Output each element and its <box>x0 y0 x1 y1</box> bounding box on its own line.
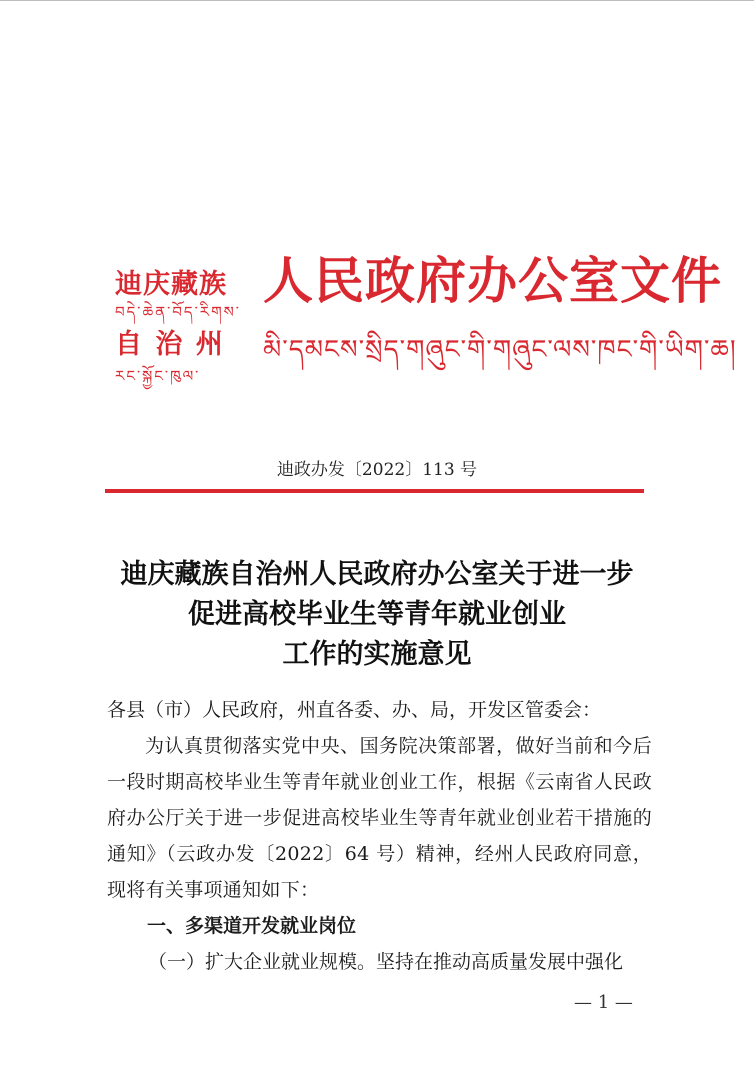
document-title-line1: 迪庆藏族自治州人民政府办公室关于进一步 <box>120 559 634 590</box>
top-border-line <box>0 0 754 1</box>
salutation: 各县（市）人民政府，州直各委、办、局，开发区管委会： <box>107 699 602 721</box>
document-number: 迪政办发〔2022〕113 号 <box>276 460 478 480</box>
red-separator-rule <box>105 489 644 493</box>
masthead-main-title: 人民政府办公室文件 <box>263 251 722 310</box>
section-item-1: （一）扩大企业就业规模。坚持在推动高质量发展中强化 <box>148 951 624 973</box>
page-number: — 1 — <box>574 992 633 1013</box>
document-title-line2: 促进高校毕业生等青年就业创业 <box>188 599 566 630</box>
masthead-prefecture-name-line1: 迪庆藏族 <box>115 269 227 300</box>
document-title-line3: 工作的实施意见 <box>282 639 472 670</box>
body-paragraph-1: 为认真贯彻落实党中央、国务院决策部署，做好当前和今后一段时期高校毕业生等青年就业创业工作，根据《云南省人民政府办公厅关于进一步促进高校毕业生等青年就业创业若干措施的通知》（云政办发〔2022〕64 号）精神，经州人民政府同意，现将有关事项通知如下： <box>107 735 652 901</box>
masthead-tibetan-line1: བདེ་ཆེན་བོད་རིགས་ <box>115 303 241 321</box>
masthead-prefecture-name-line2: 自 治 州 <box>115 329 225 360</box>
masthead-tibetan-line2: རང་སྐྱོང་ཁུལ་ <box>115 367 201 385</box>
masthead-main-tibetan: མི་དམངས་སྲིད་གཞུང་གི་གཞུང་ལས་ཁང་གི་ཡིག་ཆ། <box>263 335 737 365</box>
section-heading-1: 一、多渠道开发就业岗位 <box>147 915 357 937</box>
